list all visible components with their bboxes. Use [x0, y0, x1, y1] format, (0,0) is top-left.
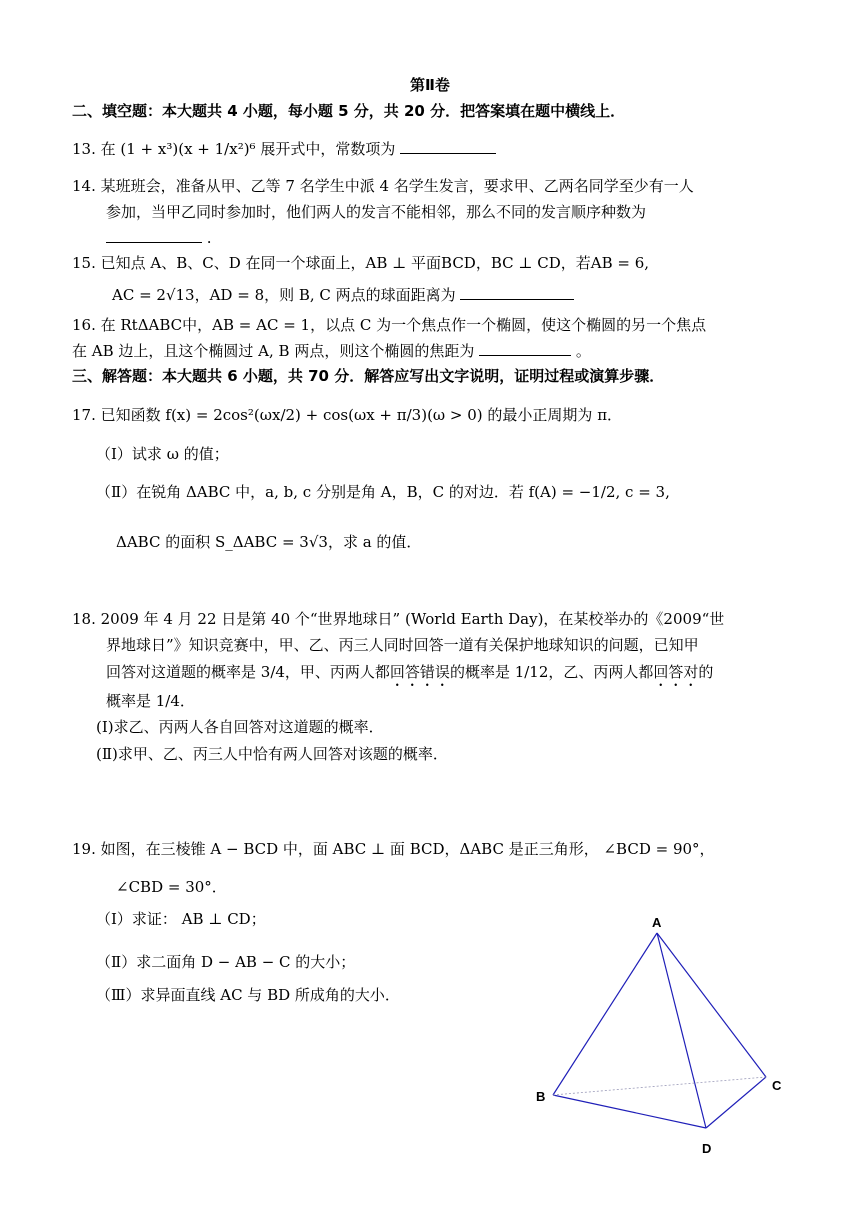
q15-line2 — [112, 284, 574, 306]
q18-line2: 界地球日”》知识竞赛中，甲、乙、丙三人同时回答一道有关保护地球知识的问题，已知甲 — [106, 636, 699, 654]
q13-text: 13. 在 (1 + x³)(x + 1/x²)⁶ 展开式中，常数项为 — [72, 140, 396, 158]
q14-period: . — [206, 229, 212, 247]
q18-text: 的 — [698, 663, 714, 681]
q16-text: 在 AB 边上，且这个椭圆过 A, B 两点，则这个椭圆的焦距为 — [72, 342, 475, 360]
q19-part3: （Ⅲ）求异面直线 AC 与 BD 所成角的大小． — [96, 986, 400, 1004]
q18-line4: 概率是 1/4． — [106, 692, 195, 710]
vertex-label-d: D — [702, 1141, 712, 1156]
edge-bd — [553, 1095, 706, 1128]
q15-text: AC = 2√13，AD = 8，则 B, C 两点的球面距离为 — [112, 286, 456, 304]
answer-blank — [460, 285, 574, 300]
q18-part2: (Ⅱ)求甲、乙、丙三人中恰有两人回答对该题的概率． — [96, 745, 448, 763]
q19-part2: （Ⅱ）求二面角 D − AB − C 的大小； — [96, 953, 356, 971]
q17-line1: 17. 已知函数 f(x) = 2cos²(ωx/2) + cos(ωx + π/3)(ω > 0) 的最小正周期为 π． — [72, 406, 623, 424]
q17-part2-cont: ΔABC 的面积 S_ΔABC = 3√3，求 a 的值． — [116, 533, 422, 551]
q18-text: 的概率是 1/12，乙、丙两人都 — [449, 663, 654, 681]
q15-line1: 15. 已知点 A、B、C、D 在同一个球面上，AB ⊥ 平面BCD，BC ⊥ CD，若AB = 6, — [72, 254, 650, 272]
q18-emphasis-wrong: 回答错误 — [389, 663, 450, 681]
q18-line1: 18. 2009 年 4 月 22 日是第 40 个“世界地球日” (World Earth Day)，在某校举办的《2009“世 — [72, 610, 725, 628]
q16-line2 — [72, 340, 591, 362]
vertex-label-a: A — [652, 915, 662, 930]
vertex-label-c: C — [772, 1078, 782, 1093]
q14-line2: 参加，当甲乙同时参加时，他们两人的发言不能相邻，那么不同的发言顺序种数为 — [106, 203, 647, 221]
section2-header: 二、填空题：本大题共 4 小题，每小题 5 分，共 20 分．把答案填在题中横线上． — [72, 102, 626, 120]
edge-ad — [657, 933, 706, 1128]
question-13 — [72, 138, 496, 160]
edge-ac — [657, 933, 766, 1077]
q18-line3 — [106, 661, 713, 690]
edge-dc — [706, 1077, 766, 1128]
q16-period: 。 — [575, 342, 591, 360]
q19-line1: 19. 如图，在三棱锥 A − BCD 中，面 ABC ⊥ 面 BCD，ΔABC 是正三角形， ∠BCD = 90°， — [72, 840, 715, 858]
edge-bc-hidden — [553, 1077, 766, 1095]
answer-blank — [479, 341, 571, 356]
edge-ab — [553, 933, 657, 1095]
q17-part2: （Ⅱ）在锐角 ΔABC 中，a, b, c 分别是角 A，B，C 的对边．若 f(A) = −1/2, c = 3, — [96, 483, 670, 501]
vertex-label-b: B — [536, 1089, 546, 1104]
q18-emphasis-right: 回答对 — [653, 663, 699, 681]
tetrahedron-edges — [553, 933, 766, 1128]
q16-line1: 16. 在 RtΔABC中，AB = AC = 1，以点 C 为一个焦点作一个椭圆，使这个椭圆的另一个焦点 — [72, 316, 707, 334]
q18-part1: (Ⅰ)求乙、丙两人各自回答对这道题的概率． — [96, 718, 384, 736]
part-title: 第Ⅱ卷 — [410, 76, 450, 94]
q19-line2: ∠CBD = 30°． — [116, 878, 227, 896]
q17-part1: （Ⅰ）试求 ω 的值； — [96, 445, 229, 463]
q19-part1: （Ⅰ）求证： AB ⊥ CD； — [96, 910, 266, 928]
q14-line3 — [106, 227, 212, 249]
q18-text: 回答对这道题的概率是 3/4，甲、丙两人都 — [106, 663, 390, 681]
answer-blank — [400, 139, 496, 154]
q14-line1: 14. 某班班会，准备从甲、乙等 7 名学生中派 4 名学生发言，要求甲、乙两名同学至少有一人 — [72, 177, 694, 195]
tetrahedron-figure — [520, 905, 820, 1165]
section3-header: 三、解答题：本大题共 6 小题，共 70 分．解答应写出文字说明，证明过程或演算步骤． — [72, 367, 665, 385]
answer-blank — [106, 228, 202, 243]
